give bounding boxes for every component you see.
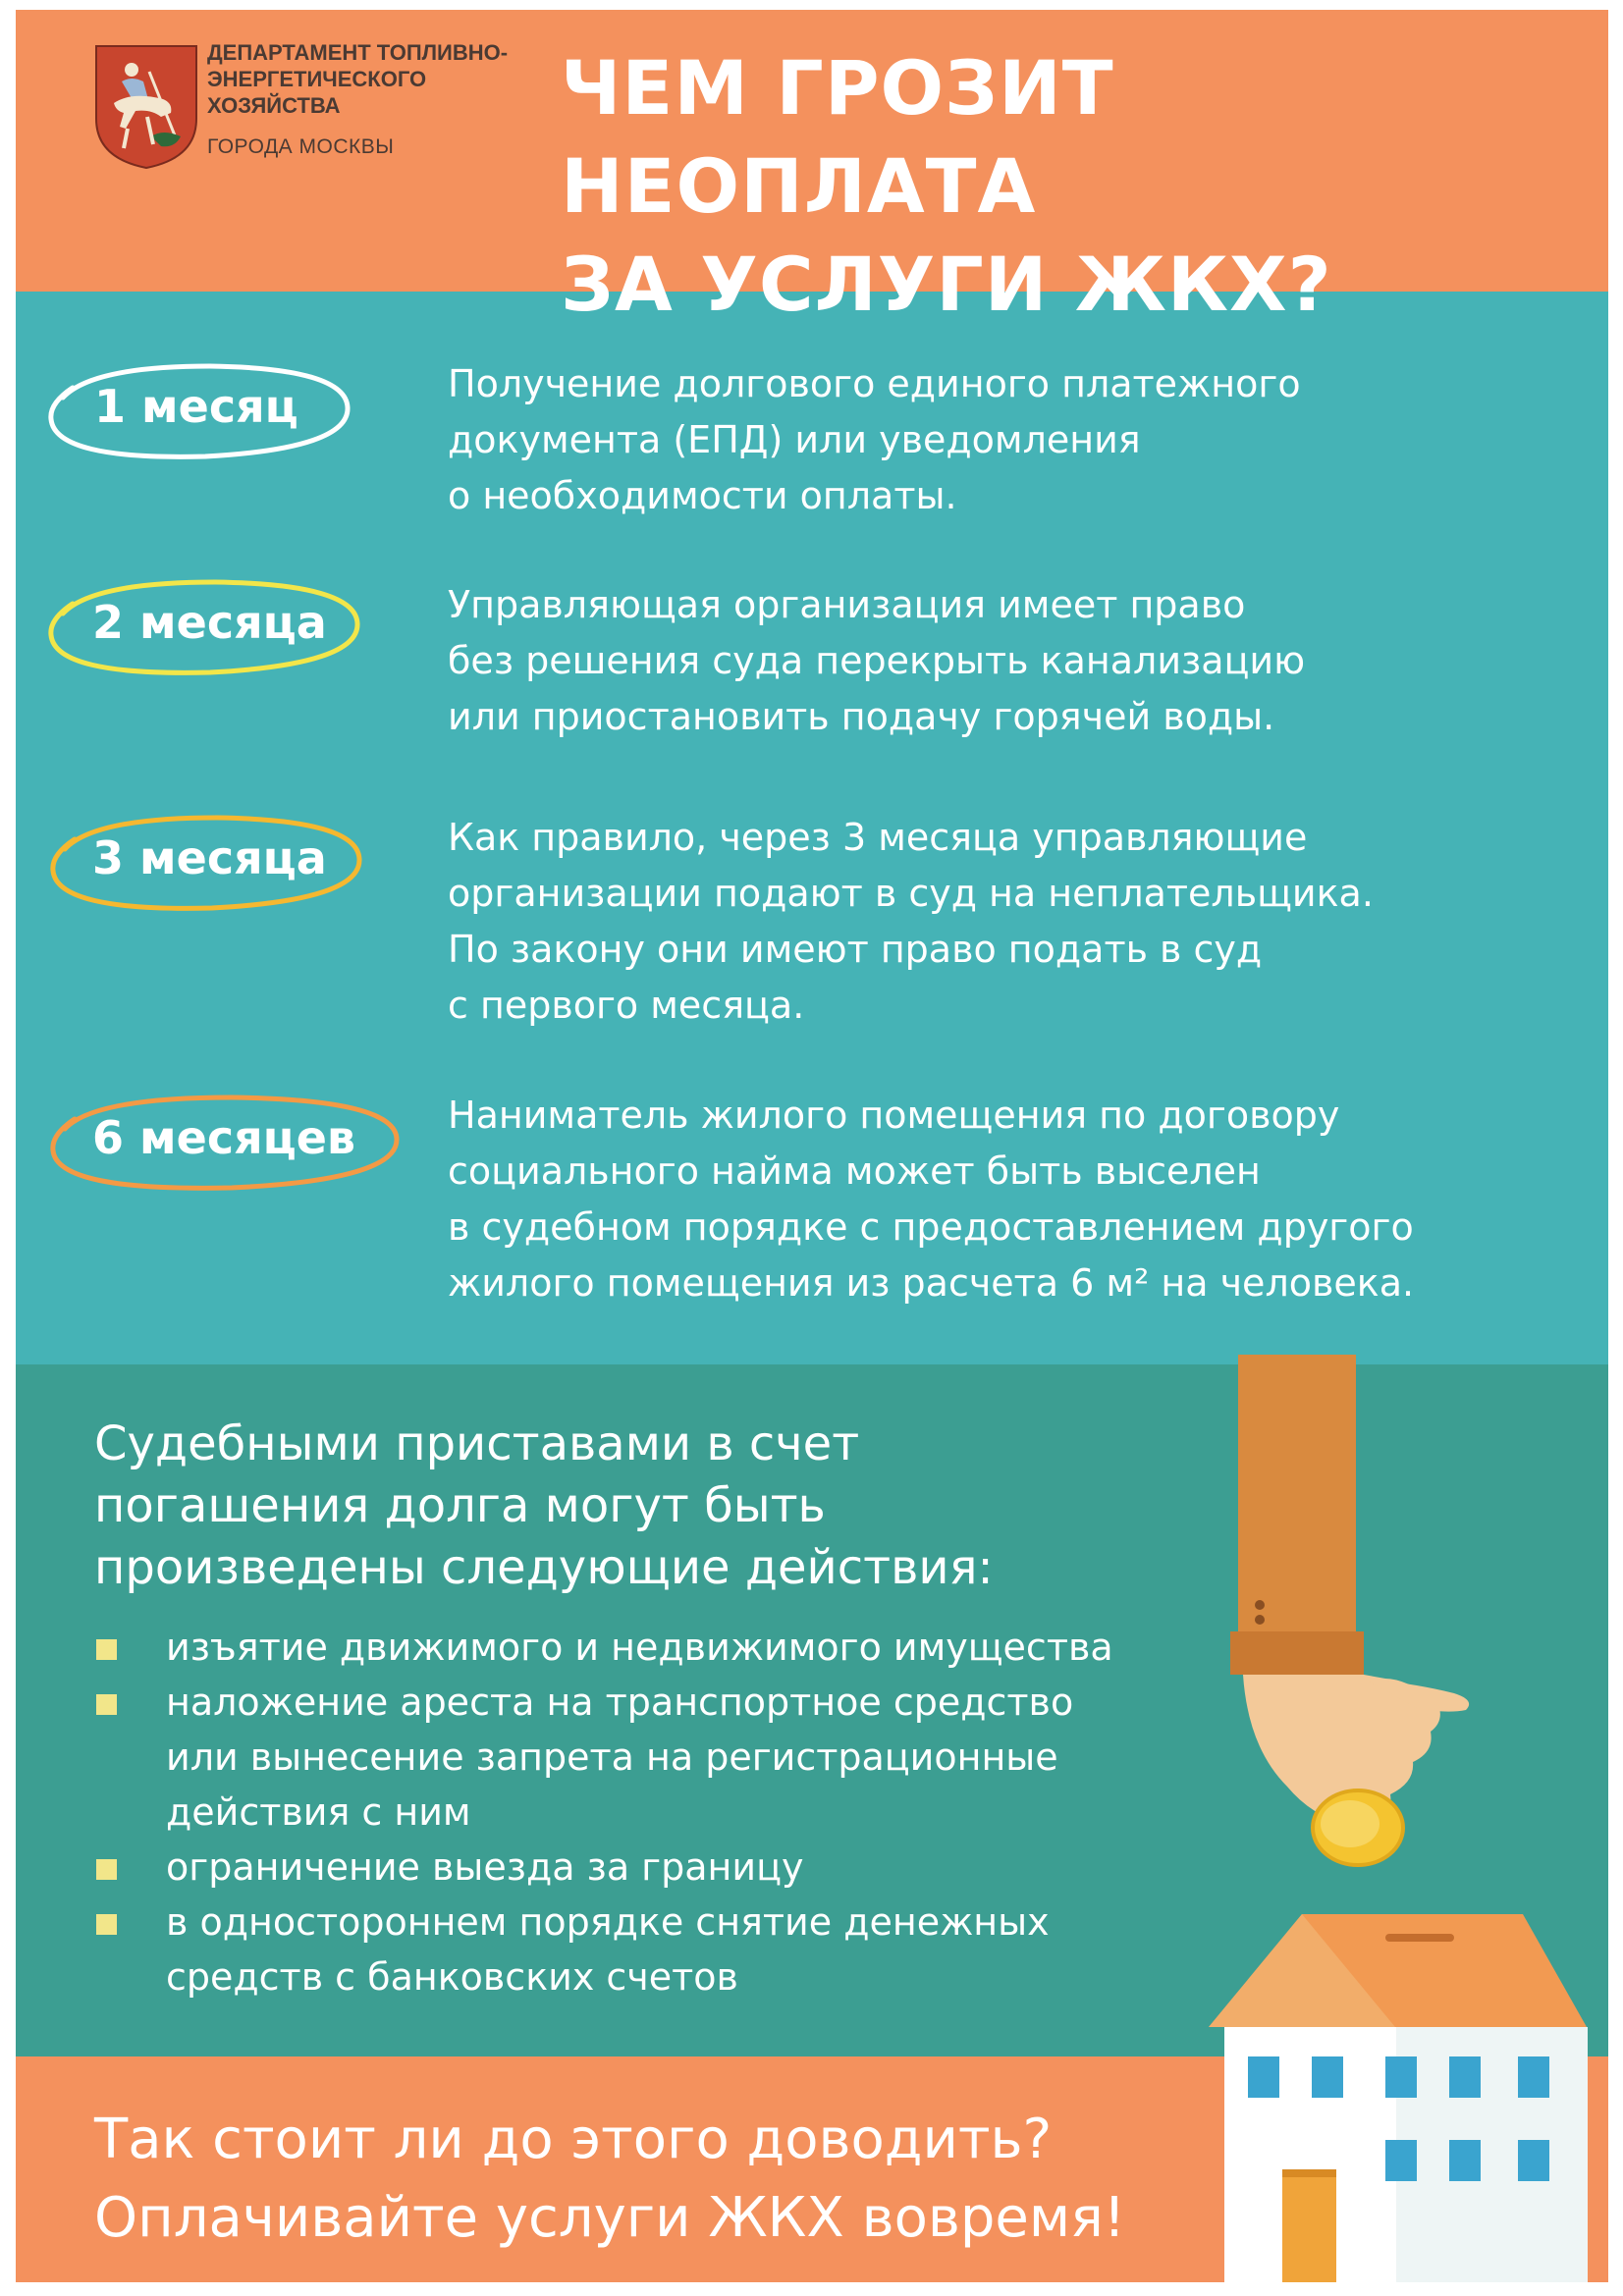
period-label: 3 месяца xyxy=(92,831,327,884)
bailiff-intro xyxy=(94,1414,994,1599)
description-line: с первого месяца. xyxy=(448,984,805,1027)
period-description xyxy=(448,356,1577,524)
department-line: ДЕПАРТАМЕНТ ТОПЛИВНО- xyxy=(207,40,509,65)
period-label: 2 месяца xyxy=(92,596,327,649)
list-item xyxy=(94,1840,1223,1895)
list-item xyxy=(94,1895,1223,2004)
closing-line: Так стоит ли до этого доводить? xyxy=(94,2108,1053,2171)
bullet-square-icon xyxy=(96,1914,117,1935)
poster-title xyxy=(561,39,1608,334)
description-line: в судебном порядке с предоставлением другого xyxy=(448,1205,1414,1249)
bailiff-intro-line: Судебными приставами в счет xyxy=(94,1416,860,1471)
list-item-line: действия с ним xyxy=(166,1790,471,1834)
department-city: ГОРОДА МОСКВЫ xyxy=(207,135,395,158)
period-description xyxy=(448,810,1577,1034)
bailiff-intro-line: произведены следующие действия: xyxy=(94,1540,994,1595)
period-description xyxy=(448,577,1577,745)
closing-line: Оплачивайте услуги ЖКХ вовремя! xyxy=(94,2186,1126,2250)
description-line: документа (ЕПД) или уведомления xyxy=(448,418,1141,461)
poster xyxy=(16,10,1608,2282)
title-line: ЧЕМ ГРОЗИТ НЕОПЛАТА xyxy=(561,44,1114,230)
list-item-line: изъятие движимого и недвижимого имущества xyxy=(166,1626,1113,1669)
bullet-square-icon xyxy=(96,1639,117,1660)
coin-icon xyxy=(1313,1790,1403,1865)
sleeve-icon xyxy=(1230,1355,1364,1675)
period-label: 6 месяцев xyxy=(92,1111,356,1164)
description-line: Получение долгового единого платежного xyxy=(448,362,1301,405)
description-line: Как правило, через 3 месяца управляющие xyxy=(448,816,1308,859)
description-line: По закону они имеют право подать в суд xyxy=(448,928,1263,971)
house-icon xyxy=(1209,1914,1588,2282)
department-name xyxy=(207,39,561,119)
list-item-line: в одностороннем порядке снятие денежных xyxy=(166,1900,1050,1944)
period-label: 1 месяц xyxy=(94,380,298,433)
bailiff-intro-line: погашения долга могут быть xyxy=(94,1478,826,1533)
list-item-line: наложение ареста на транспортное средство xyxy=(166,1681,1074,1724)
closing-message xyxy=(94,2101,1125,2258)
list-item xyxy=(94,1620,1223,1675)
bullet-square-icon xyxy=(96,1859,117,1880)
department-line: ХОЗЯЙСТВА xyxy=(207,93,341,118)
description-line: или приостановить подачу горячей воды. xyxy=(448,695,1275,738)
list-item-line: ограничение выезда за границу xyxy=(166,1845,804,1889)
list-item xyxy=(94,1675,1223,1840)
description-line: социального найма может быть выселен xyxy=(448,1149,1261,1193)
list-item-line: или вынесение запрета на регистрационные xyxy=(166,1735,1058,1779)
bailiff-actions-list xyxy=(94,1620,1223,2004)
moscow-coat-of-arms-icon xyxy=(92,42,200,170)
bullet-square-icon xyxy=(96,1694,117,1715)
description-line: Наниматель жилого помещения по договору xyxy=(448,1094,1340,1137)
department-line: ЭНЕРГЕТИЧЕСКОГО xyxy=(207,67,427,91)
hand-coin-house-illustration xyxy=(1189,1355,1601,2282)
period-description xyxy=(448,1088,1577,1311)
description-line: без решения суда перекрыть канализацию xyxy=(448,639,1306,682)
description-line: Управляющая организация имеет право xyxy=(448,583,1246,626)
description-line: организации подают в суд на неплательщика. xyxy=(448,872,1374,915)
list-item-line: средств с банковских счетов xyxy=(166,1955,738,1999)
description-line: о необходимости оплаты. xyxy=(448,474,957,517)
title-line: ЗА УСЛУГИ ЖКХ? xyxy=(561,240,1332,328)
description-line: жилого помещения из расчета 6 м² на человека. xyxy=(448,1261,1415,1305)
